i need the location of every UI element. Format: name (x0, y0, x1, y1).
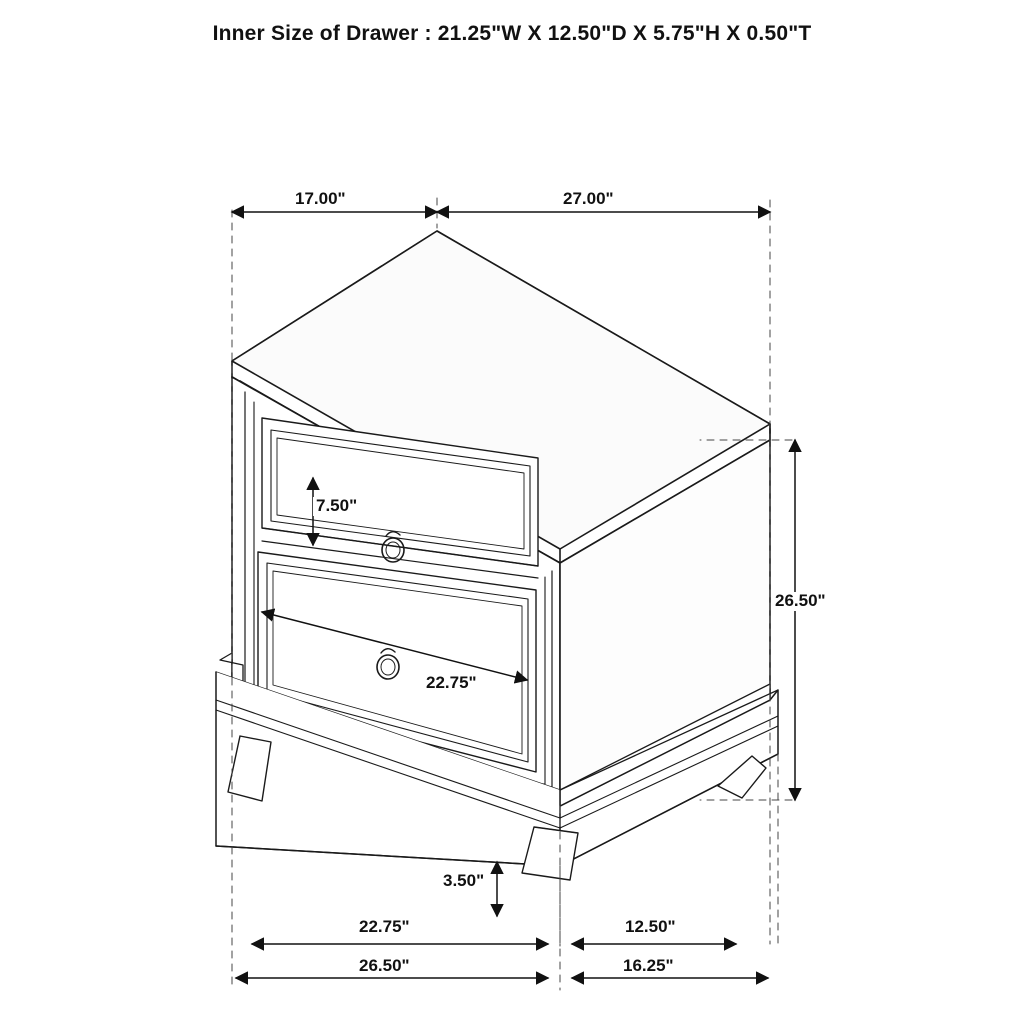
dim-label-top-left: 17.00" (292, 190, 349, 209)
leg-back-right (718, 756, 766, 798)
dim-label-overall-height: 26.50" (772, 592, 829, 611)
dim-label-base-front: 22.75" (356, 918, 413, 937)
dim-label-overall-width: 26.50" (356, 957, 413, 976)
dim-label-drawer-width: 22.75" (423, 674, 480, 693)
dim-label-base-side: 12.50" (622, 918, 679, 937)
dim-label-drawer-height: 7.50" (313, 497, 360, 516)
dim-label-overall-depth: 16.25" (620, 957, 677, 976)
dim-label-leg-height: 3.50" (440, 872, 487, 891)
page-title: Inner Size of Drawer : 21.25"W X 12.50"D X 5.75"H X 0.50"T (212, 22, 812, 45)
dim-label-top-right: 27.00" (560, 190, 617, 209)
